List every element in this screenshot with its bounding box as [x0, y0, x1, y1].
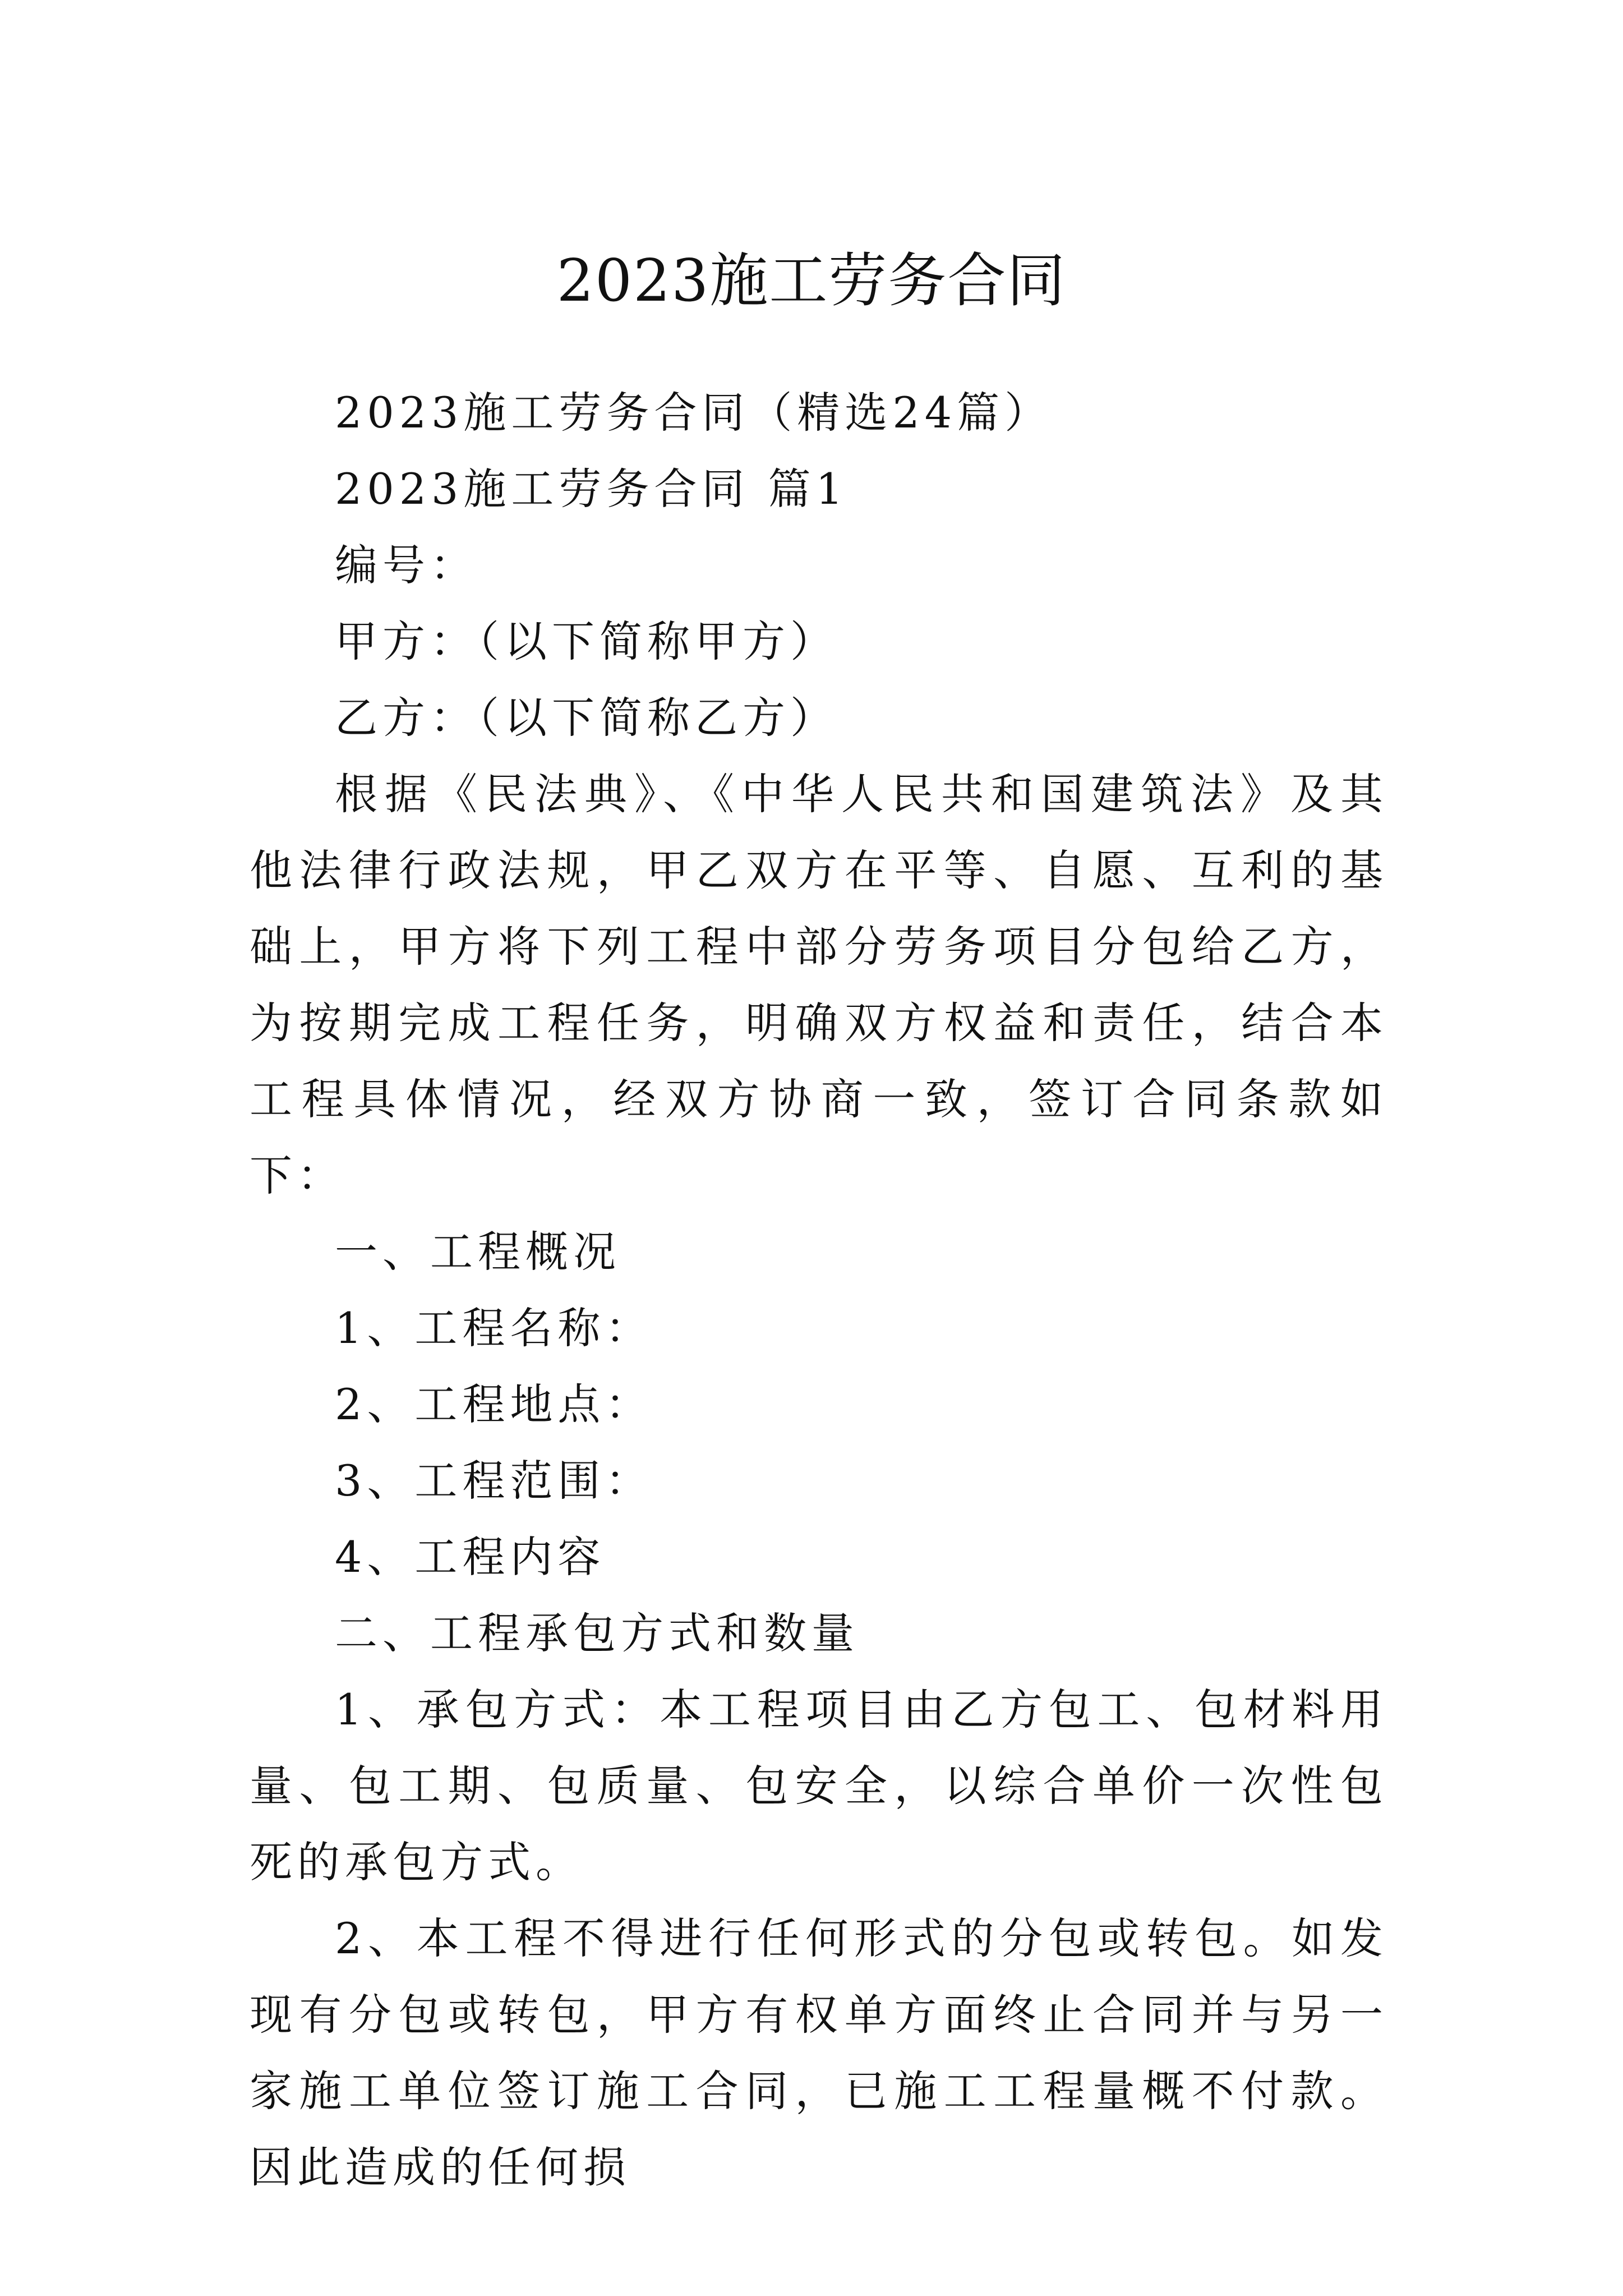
clause-heading-1: 一、工程概况 — [335, 1227, 621, 1277]
preamble-paragraph: 根据《民法典》、《中华人民共和国建筑法》及其他法律行政法规，甲乙双方在平等、自愿、互利的基础上，甲方将下列工程中部分劳务项目分包给乙方，为按期完成工程任务，明确双方权益和责任，结合本工程具体情况，经双方协商一致，签订合同条款如下： — [250, 769, 1388, 1200]
subtitle-line: 2023施工劳务合同（精选24篇） — [335, 388, 1053, 438]
document-title: 2023施工劳务合同 — [556, 246, 1067, 315]
document-body — [250, 375, 1388, 2206]
project-content-line: 4、工程内容 — [335, 1532, 606, 1582]
project-name-line: 1、工程名称： — [335, 1303, 653, 1353]
contract-number-line: 编号： — [335, 540, 478, 590]
subcontract-prohibition-paragraph: 2、本工程不得进行任何形式的分包或转包。如发现有分包或转包，甲方有权单方面终止合同并与另一家施工单位签订施工合同，已施工工程量概不付款。因此造成的任何损 — [250, 1913, 1388, 2192]
project-scope-line: 3、工程范围： — [335, 1456, 653, 1506]
section-heading: 2023施工劳务合同 篇1 — [335, 464, 848, 514]
party-b-line: 乙方：（以下简称乙方） — [335, 693, 838, 743]
party-a-line: 甲方：（以下简称甲方） — [335, 616, 838, 666]
project-location-line: 2、工程地点： — [335, 1379, 653, 1429]
clause-heading-2: 二、工程承包方式和数量 — [335, 1608, 859, 1658]
contract-method-paragraph: 1、承包方式：本工程项目由乙方包工、包材料用量、包工期、包质量、包安全，以综合单价一次性包死的承包方式。 — [250, 1685, 1388, 1887]
